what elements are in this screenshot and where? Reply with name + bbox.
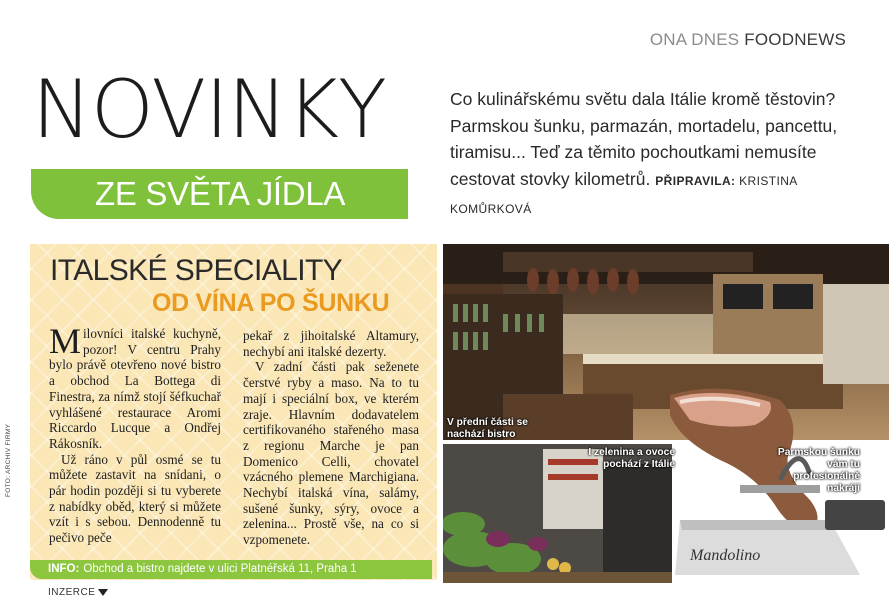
- photo-credit: FOTO: ARCHIV FIRMY: [5, 423, 12, 497]
- article-column-1: [49, 321, 221, 546]
- info-body: Obchod a bistro najdete v ulici Platnéřská 11, Praha 1: [83, 563, 357, 575]
- byline-name: KRISTINA KOMŮRKOVÁ: [450, 173, 798, 216]
- info-label: INFO:: [48, 563, 80, 575]
- info-text: [48, 563, 357, 575]
- store-caption: V přední části se nachází bistro: [447, 417, 528, 440]
- article-title: ITALSKÉ SPECIALITY: [50, 254, 343, 287]
- intro-text: [450, 86, 845, 223]
- paragraph: [49, 321, 221, 452]
- intro-body: Co kulinářskému světu dala Itálie kromě těstovin? Parmskou šunku, parmazán, mortadelu, pancettu, tiramisu... Teď za těmito pochoutkami nemusíte cestovat stovky kilometrů.: [450, 89, 838, 189]
- paragraph: Už ráno v půl osmé se tu můžete zastavit na snídani, o pár hodin později si tu vyberete z nabídky oběd, který si můžete vzít i s sebou. Dennodenně tu pečivo peče: [49, 451, 221, 546]
- slicer-brand: Mandolino: [690, 547, 761, 564]
- paragraph: V zadní části pak seženete čerstvé ryby a maso. Na to tu mají i speciální box, ve kterém zraje. Hlavním dodavatelem certifikovaného stařeného masa z regionu Marche je pan Domenico Celli, chovatel vzácného plemene Marchigiana. Nechybí italská vína, salámy, sušené šunky, sýry, ovoce a zelenina... Prostě vše, na co si vzpomenete.: [243, 359, 419, 548]
- inzerce-label: INZERCE: [48, 587, 96, 598]
- headline-sub-banner: [31, 169, 408, 219]
- triangle-down-icon: [98, 589, 108, 596]
- section-name: FOODNEWS: [744, 30, 846, 49]
- advertisement-marker: [48, 587, 108, 598]
- headline-main: NOVINKY: [32, 63, 386, 156]
- dropcap: M: [49, 321, 82, 361]
- section-label: [650, 30, 846, 50]
- vegetables-caption: I zelenina a ovoce pochází z Itálie: [588, 447, 675, 470]
- paragraph-text: ilovníci italské kuchyně, pozor! V centru Prahy bylo právě otevřeno nové bistro a obchod La Bottega di Finestra, za nímž stojí šéfkuchař vyhlášené restaurace Aromi Riccardo Lucque a Ondřej Rákosník.: [49, 326, 221, 451]
- section-prefix: ONA DNES: [649, 30, 740, 49]
- byline-label: PŘIPRAVILA:: [655, 173, 736, 188]
- ham-caption: Parmskou šunku vám tu profesionálně nakrájí: [777, 447, 860, 494]
- paragraph: pekař z jihoitalské Altamury, nechybí ani italské dezerty.: [243, 328, 419, 359]
- info-bar: [30, 560, 432, 579]
- headline-sub: ZE SVĚTA JÍDLA: [95, 175, 346, 212]
- article-column-2: [243, 328, 419, 548]
- article-subtitle: OD VÍNA PO ŠUNKU: [152, 289, 390, 317]
